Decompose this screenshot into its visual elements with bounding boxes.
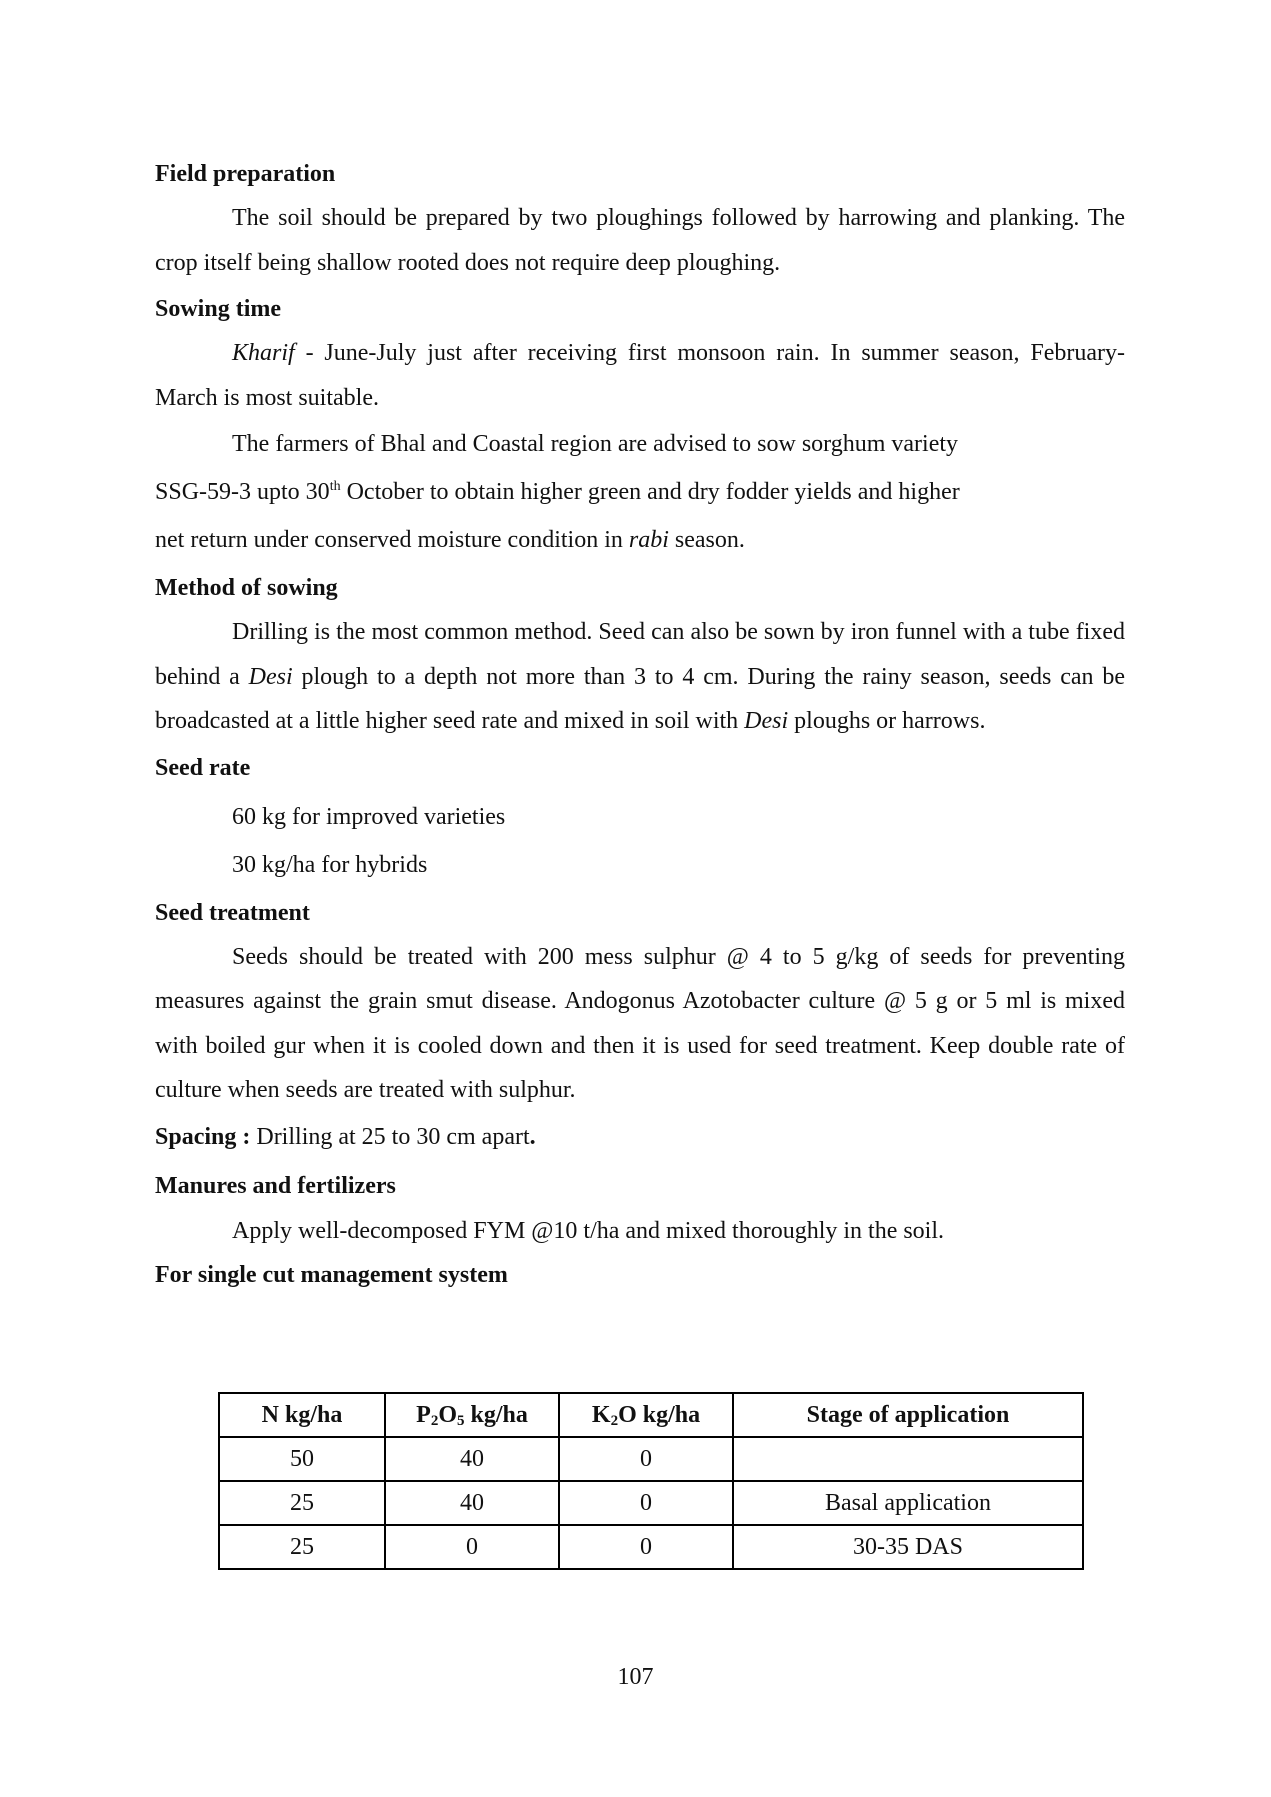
header-p2o5: $P_2O_5$ kg/ha	[385, 1393, 559, 1437]
cell-stage: Basal application	[733, 1481, 1083, 1525]
cell-k2o: 0	[559, 1481, 733, 1525]
heading-single-cut-system: For single cut management system	[155, 1261, 508, 1288]
sowing-advice-line-3: net return under conserved moisture condition in rabi season.	[155, 527, 745, 553]
document-page	[155, 150, 1125, 1300]
page-number: 107	[617, 1664, 654, 1690]
sowing-advice-line-2: SSG-59-3 upto 30th October to obtain higher green and dry fodder yields and higher	[155, 479, 960, 505]
table-row	[219, 1481, 1083, 1525]
spacing-label: Spacing :	[155, 1123, 251, 1150]
heading-sowing-time: Sowing time	[155, 296, 281, 322]
sowing-time-paragraph: Kharif - June-July just after receiving first monsoon rain. In summer season, February-March is most suitable.	[155, 340, 1125, 411]
table-row	[219, 1437, 1083, 1481]
table-row	[219, 1525, 1083, 1569]
cell-n: 25	[219, 1525, 385, 1569]
spacing-line: Spacing : Drilling at 25 to 30 cm apart.	[155, 1123, 536, 1150]
heading-manures-fertilizers: Manures and fertilizers	[155, 1172, 396, 1199]
seed-treatment-paragraph: Seeds should be treated with 200 mess sulphur @ 4 to 5 g/kg of seeds for preventing measures against the grain smut disease. Andogonus Azotobacter culture @ 5 g or 5 ml is mixed with boiled gur when it is cooled down and then it is used for seed treatment. Keep double rate of culture when seeds are treated with sulphur.	[155, 943, 1125, 1103]
field-preparation-paragraph: The soil should be prepared by two ploughings followed by harrowing and planking. The crop itself being shallow rooted does not require deep ploughing.	[155, 205, 1125, 276]
manures-paragraph: Apply well-decomposed FYM @10 t/ha and mixed thoroughly in the soil.	[232, 1217, 945, 1244]
sowing-advice-line-1: The farmers of Bhal and Coastal region are advised to sow sorghum variety	[232, 431, 959, 457]
kharif-term: Kharif	[232, 340, 295, 366]
heading-method-of-sowing: Method of sowing	[155, 575, 338, 601]
heading-seed-treatment: Seed treatment	[155, 899, 310, 926]
header-n: N kg/ha	[219, 1393, 385, 1437]
fertilizer-table	[218, 1392, 1084, 1570]
cell-p2o5: 40	[385, 1481, 559, 1525]
method-of-sowing-paragraph: Drilling is the most common method. Seed can also be sown by iron funnel with a tube fixed behind a Desi plough to a depth not more than 3 to 4 cm. During the rainy season, seeds can be broadcasted at a little higher seed rate and mixed in soil with Desi ploughs or harrows.	[155, 619, 1125, 734]
seed-rate-item: 60 kg for improved varieties	[232, 803, 506, 830]
heading-seed-rate: Seed rate	[155, 754, 251, 781]
cell-n: 25	[219, 1481, 385, 1525]
cell-p2o5: 40	[385, 1437, 559, 1481]
table-header-row	[219, 1393, 1083, 1437]
cell-stage: 30-35 DAS	[733, 1525, 1083, 1569]
heading-field-preparation: Field preparation	[155, 161, 336, 187]
seed-rate-item: 30 kg/ha for hybrids	[232, 851, 428, 878]
cell-k2o: 0	[559, 1525, 733, 1569]
cell-p2o5: 0	[385, 1525, 559, 1569]
cell-n: 50	[219, 1437, 385, 1481]
cell-stage	[733, 1437, 1083, 1481]
cell-k2o: 0	[559, 1437, 733, 1481]
header-stage: Stage of application	[733, 1393, 1083, 1437]
header-k2o: $K_2O$ kg/ha	[559, 1393, 733, 1437]
